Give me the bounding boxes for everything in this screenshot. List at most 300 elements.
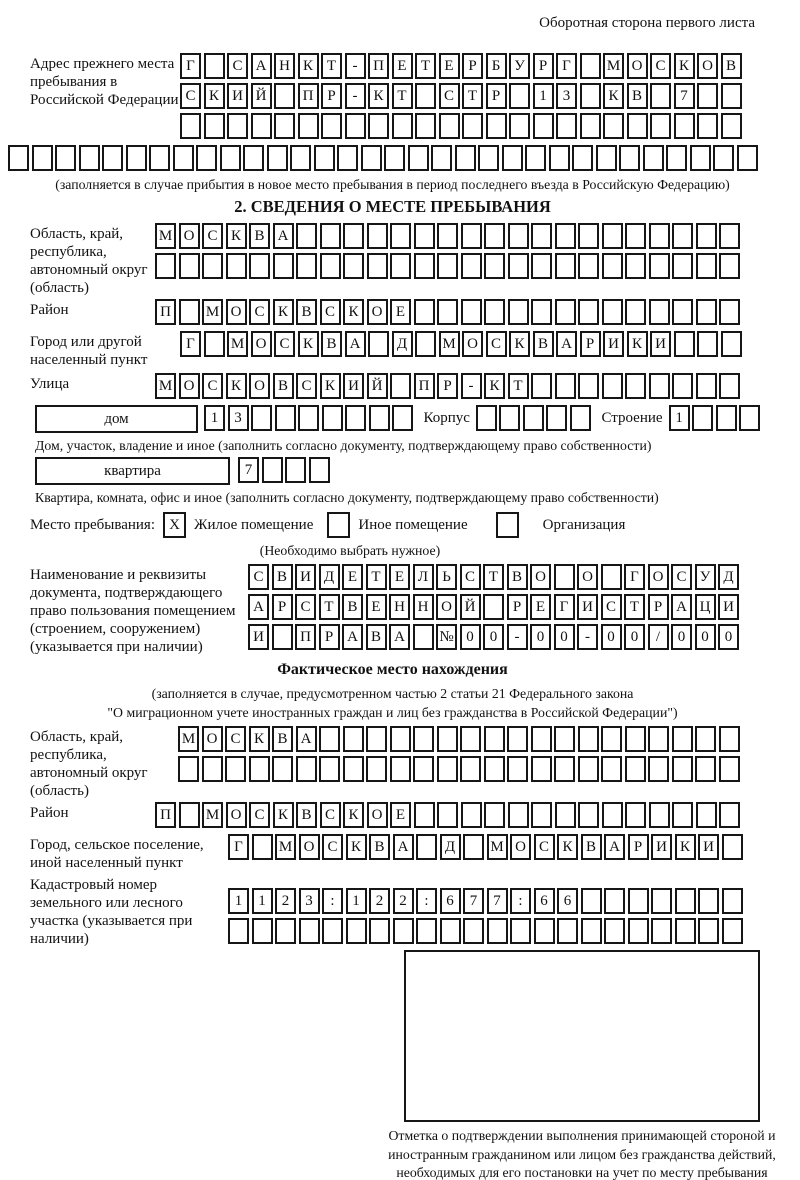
char-cell[interactable] <box>368 331 389 357</box>
char-cell[interactable]: 1 <box>204 405 225 431</box>
char-cell[interactable]: К <box>298 331 319 357</box>
char-cell[interactable]: : <box>510 888 531 914</box>
char-cell[interactable]: Р <box>533 53 554 79</box>
char-cell[interactable]: С <box>248 564 269 590</box>
char-cell[interactable] <box>346 918 367 944</box>
char-cell[interactable]: 1 <box>533 83 554 109</box>
char-cell[interactable]: С <box>486 331 507 357</box>
char-cell[interactable]: О <box>697 53 718 79</box>
char-cell[interactable]: М <box>487 834 508 860</box>
char-cell[interactable]: В <box>533 331 554 357</box>
char-cell[interactable]: К <box>273 802 294 828</box>
char-cell[interactable] <box>602 802 623 828</box>
char-cell[interactable] <box>672 726 693 752</box>
char-cell[interactable]: П <box>368 53 389 79</box>
char-cell[interactable]: Т <box>483 564 504 590</box>
char-cell[interactable] <box>414 223 435 249</box>
char-cell[interactable] <box>649 802 670 828</box>
char-cell[interactable]: 6 <box>557 888 578 914</box>
char-cell[interactable] <box>570 405 591 431</box>
char-cell[interactable]: С <box>225 726 246 752</box>
char-cell[interactable]: К <box>484 373 505 399</box>
char-cell[interactable] <box>390 373 411 399</box>
char-cell[interactable]: О <box>299 834 320 860</box>
char-cell[interactable] <box>507 756 528 782</box>
char-cell[interactable] <box>625 756 646 782</box>
char-cell[interactable]: К <box>346 834 367 860</box>
char-cell[interactable] <box>384 145 405 171</box>
char-cell[interactable]: А <box>273 223 294 249</box>
char-cell[interactable]: - <box>577 624 598 650</box>
char-cell[interactable]: Ц <box>695 594 716 620</box>
char-cell[interactable] <box>578 253 599 279</box>
char-cell[interactable] <box>603 113 624 139</box>
char-cell[interactable] <box>478 145 499 171</box>
char-cell[interactable] <box>692 405 713 431</box>
char-cell[interactable]: О <box>367 802 388 828</box>
char-cell[interactable] <box>651 918 672 944</box>
char-cell[interactable] <box>722 834 743 860</box>
char-cell[interactable] <box>455 145 476 171</box>
char-cell[interactable]: В <box>369 834 390 860</box>
char-cell[interactable] <box>487 918 508 944</box>
char-cell[interactable]: - <box>461 373 482 399</box>
char-cell[interactable] <box>531 726 552 752</box>
char-cell[interactable]: / <box>648 624 669 650</box>
char-cell[interactable] <box>649 373 670 399</box>
char-cell[interactable] <box>461 802 482 828</box>
char-cell[interactable]: О <box>510 834 531 860</box>
char-cell[interactable] <box>102 145 123 171</box>
char-cell[interactable] <box>484 756 505 782</box>
char-cell[interactable] <box>369 405 390 431</box>
char-cell[interactable]: И <box>651 834 672 860</box>
char-cell[interactable] <box>267 145 288 171</box>
char-cell[interactable] <box>737 145 758 171</box>
char-cell[interactable]: О <box>627 53 648 79</box>
char-cell[interactable]: 0 <box>460 624 481 650</box>
char-cell[interactable] <box>390 756 411 782</box>
char-cell[interactable] <box>225 756 246 782</box>
char-cell[interactable] <box>251 113 272 139</box>
char-cell[interactable]: Г <box>180 331 201 357</box>
char-cell[interactable]: 1 <box>346 888 367 914</box>
char-cell[interactable]: Й <box>251 83 272 109</box>
char-cell[interactable]: Р <box>321 83 342 109</box>
char-cell[interactable]: К <box>298 53 319 79</box>
char-cell[interactable] <box>650 83 671 109</box>
char-cell[interactable] <box>625 253 646 279</box>
char-cell[interactable]: О <box>226 299 247 325</box>
char-cell[interactable]: 2 <box>369 888 390 914</box>
char-cell[interactable]: Д <box>319 564 340 590</box>
char-cell[interactable]: М <box>202 299 223 325</box>
char-cell[interactable] <box>285 457 306 483</box>
char-cell[interactable]: 3 <box>299 888 320 914</box>
char-cell[interactable]: И <box>650 331 671 357</box>
char-cell[interactable]: Р <box>507 594 528 620</box>
char-cell[interactable] <box>226 253 247 279</box>
char-cell[interactable] <box>602 299 623 325</box>
char-cell[interactable]: В <box>272 726 293 752</box>
char-cell[interactable] <box>697 83 718 109</box>
char-cell[interactable]: О <box>530 564 551 590</box>
char-cell[interactable]: Р <box>319 624 340 650</box>
char-cell[interactable] <box>507 726 528 752</box>
char-cell[interactable]: Р <box>648 594 669 620</box>
char-cell[interactable] <box>484 253 505 279</box>
char-cell[interactable] <box>299 918 320 944</box>
char-cell[interactable] <box>298 113 319 139</box>
char-cell[interactable] <box>719 223 740 249</box>
char-cell[interactable]: О <box>249 373 270 399</box>
char-cell[interactable] <box>476 405 497 431</box>
char-cell[interactable] <box>275 918 296 944</box>
char-cell[interactable] <box>674 113 695 139</box>
char-cell[interactable] <box>580 53 601 79</box>
char-cell[interactable]: К <box>674 53 695 79</box>
char-cell[interactable]: 7 <box>463 888 484 914</box>
char-cell[interactable] <box>555 299 576 325</box>
char-cell[interactable] <box>437 756 458 782</box>
char-cell[interactable]: Н <box>274 53 295 79</box>
char-cell[interactable]: А <box>248 594 269 620</box>
char-cell[interactable]: В <box>296 299 317 325</box>
char-cell[interactable] <box>572 145 593 171</box>
char-cell[interactable] <box>249 253 270 279</box>
char-cell[interactable]: О <box>462 331 483 357</box>
char-cell[interactable] <box>739 405 760 431</box>
char-cell[interactable] <box>202 756 223 782</box>
char-cell[interactable]: М <box>227 331 248 357</box>
char-cell[interactable]: 0 <box>554 624 575 650</box>
char-cell[interactable] <box>437 802 458 828</box>
char-cell[interactable] <box>602 223 623 249</box>
char-cell[interactable] <box>415 113 436 139</box>
char-cell[interactable]: К <box>273 299 294 325</box>
char-cell[interactable] <box>651 888 672 914</box>
char-cell[interactable]: Е <box>530 594 551 620</box>
char-cell[interactable] <box>249 756 270 782</box>
char-cell[interactable] <box>648 726 669 752</box>
char-cell[interactable]: : <box>416 888 437 914</box>
char-cell[interactable]: И <box>248 624 269 650</box>
char-cell[interactable] <box>437 726 458 752</box>
char-cell[interactable] <box>601 726 622 752</box>
char-cell[interactable] <box>337 145 358 171</box>
char-cell[interactable] <box>390 223 411 249</box>
char-cell[interactable]: К <box>249 726 270 752</box>
char-cell[interactable]: Е <box>439 53 460 79</box>
char-cell[interactable] <box>531 223 552 249</box>
char-cell[interactable]: В <box>581 834 602 860</box>
char-cell[interactable] <box>437 299 458 325</box>
char-cell[interactable]: С <box>601 594 622 620</box>
char-cell[interactable] <box>601 756 622 782</box>
char-cell[interactable]: Р <box>486 83 507 109</box>
char-cell[interactable] <box>578 802 599 828</box>
char-cell[interactable]: 3 <box>556 83 577 109</box>
char-cell[interactable] <box>368 113 389 139</box>
char-cell[interactable]: : <box>322 888 343 914</box>
char-cell[interactable] <box>322 405 343 431</box>
char-cell[interactable] <box>484 223 505 249</box>
char-cell[interactable] <box>508 802 529 828</box>
char-cell[interactable] <box>343 223 364 249</box>
char-cell[interactable]: 0 <box>601 624 622 650</box>
char-cell[interactable] <box>649 253 670 279</box>
char-cell[interactable]: С <box>202 223 223 249</box>
char-cell[interactable]: 0 <box>483 624 504 650</box>
char-cell[interactable]: А <box>251 53 272 79</box>
char-cell[interactable]: 0 <box>671 624 692 650</box>
char-cell[interactable] <box>390 253 411 279</box>
char-cell[interactable]: А <box>345 331 366 357</box>
char-cell[interactable]: № <box>436 624 457 650</box>
char-cell[interactable] <box>531 802 552 828</box>
char-cell[interactable] <box>366 756 387 782</box>
char-cell[interactable] <box>555 802 576 828</box>
char-cell[interactable]: С <box>227 53 248 79</box>
char-cell[interactable] <box>580 83 601 109</box>
char-cell[interactable] <box>179 802 200 828</box>
char-cell[interactable] <box>431 145 452 171</box>
char-cell[interactable]: Р <box>580 331 601 357</box>
char-cell[interactable] <box>578 726 599 752</box>
char-cell[interactable] <box>578 373 599 399</box>
char-cell[interactable] <box>366 726 387 752</box>
char-cell[interactable]: Г <box>624 564 645 590</box>
char-cell[interactable] <box>462 113 483 139</box>
char-cell[interactable]: А <box>389 624 410 650</box>
char-cell[interactable]: М <box>603 53 624 79</box>
char-cell[interactable] <box>322 918 343 944</box>
char-cell[interactable] <box>625 802 646 828</box>
char-cell[interactable] <box>414 253 435 279</box>
char-cell[interactable] <box>179 299 200 325</box>
char-cell[interactable] <box>721 331 742 357</box>
char-cell[interactable] <box>554 756 575 782</box>
char-cell[interactable] <box>627 113 648 139</box>
char-cell[interactable]: 0 <box>530 624 551 650</box>
char-cell[interactable] <box>719 299 740 325</box>
char-cell[interactable] <box>413 756 434 782</box>
char-cell[interactable]: Е <box>390 802 411 828</box>
char-cell[interactable] <box>415 331 436 357</box>
char-cell[interactable] <box>525 145 546 171</box>
char-cell[interactable] <box>367 253 388 279</box>
char-cell[interactable]: А <box>604 834 625 860</box>
char-cell[interactable]: У <box>695 564 716 590</box>
char-cell[interactable] <box>649 223 670 249</box>
char-cell[interactable]: 0 <box>695 624 716 650</box>
char-cell[interactable] <box>296 223 317 249</box>
char-cell[interactable]: О <box>226 802 247 828</box>
char-cell[interactable] <box>628 888 649 914</box>
char-cell[interactable]: К <box>557 834 578 860</box>
char-cell[interactable] <box>649 299 670 325</box>
char-cell[interactable] <box>596 145 617 171</box>
char-cell[interactable]: М <box>275 834 296 860</box>
char-cell[interactable]: С <box>296 373 317 399</box>
char-cell[interactable]: П <box>295 624 316 650</box>
char-cell[interactable] <box>314 145 335 171</box>
char-cell[interactable]: 3 <box>228 405 249 431</box>
char-cell[interactable] <box>719 756 740 782</box>
char-cell[interactable]: О <box>367 299 388 325</box>
char-cell[interactable] <box>675 918 696 944</box>
char-cell[interactable]: У <box>509 53 530 79</box>
char-cell[interactable] <box>557 918 578 944</box>
char-cell[interactable] <box>319 756 340 782</box>
char-cell[interactable]: К <box>603 83 624 109</box>
char-cell[interactable]: О <box>251 331 272 357</box>
char-cell[interactable] <box>437 253 458 279</box>
char-cell[interactable] <box>696 299 717 325</box>
char-cell[interactable] <box>555 223 576 249</box>
char-cell[interactable]: Н <box>413 594 434 620</box>
char-cell[interactable]: А <box>296 726 317 752</box>
char-cell[interactable] <box>415 83 436 109</box>
checkbox-organization[interactable] <box>496 512 519 538</box>
char-cell[interactable] <box>463 834 484 860</box>
char-cell[interactable] <box>696 253 717 279</box>
char-cell[interactable]: М <box>202 802 223 828</box>
char-cell[interactable]: 2 <box>393 888 414 914</box>
char-cell[interactable] <box>502 145 523 171</box>
char-cell[interactable]: С <box>671 564 692 590</box>
char-cell[interactable] <box>393 918 414 944</box>
char-cell[interactable]: Р <box>462 53 483 79</box>
char-cell[interactable] <box>581 918 602 944</box>
char-cell[interactable] <box>601 564 622 590</box>
char-cell[interactable] <box>361 145 382 171</box>
char-cell[interactable]: С <box>650 53 671 79</box>
char-cell[interactable]: И <box>698 834 719 860</box>
char-cell[interactable]: - <box>345 53 366 79</box>
char-cell[interactable]: Д <box>440 834 461 860</box>
char-cell[interactable] <box>196 145 217 171</box>
char-cell[interactable] <box>643 145 664 171</box>
char-cell[interactable] <box>439 113 460 139</box>
char-cell[interactable] <box>243 145 264 171</box>
char-cell[interactable] <box>698 888 719 914</box>
char-cell[interactable] <box>272 756 293 782</box>
char-cell[interactable] <box>628 918 649 944</box>
char-cell[interactable]: Н <box>389 594 410 620</box>
char-cell[interactable] <box>461 223 482 249</box>
char-cell[interactable]: А <box>393 834 414 860</box>
char-cell[interactable] <box>369 918 390 944</box>
char-cell[interactable]: 2 <box>275 888 296 914</box>
char-cell[interactable] <box>486 113 507 139</box>
char-cell[interactable]: В <box>296 802 317 828</box>
char-cell[interactable] <box>416 834 437 860</box>
char-cell[interactable] <box>343 756 364 782</box>
char-cell[interactable]: В <box>273 373 294 399</box>
char-cell[interactable] <box>523 405 544 431</box>
char-cell[interactable] <box>319 726 340 752</box>
char-cell[interactable] <box>554 726 575 752</box>
char-cell[interactable] <box>179 253 200 279</box>
char-cell[interactable]: 1 <box>228 888 249 914</box>
char-cell[interactable] <box>690 145 711 171</box>
char-cell[interactable] <box>484 299 505 325</box>
char-cell[interactable]: В <box>272 564 293 590</box>
char-cell[interactable]: И <box>577 594 598 620</box>
char-cell[interactable]: 6 <box>534 888 555 914</box>
char-cell[interactable]: Е <box>389 564 410 590</box>
char-cell[interactable] <box>149 145 170 171</box>
char-cell[interactable] <box>721 113 742 139</box>
char-cell[interactable] <box>604 888 625 914</box>
char-cell[interactable] <box>719 253 740 279</box>
char-cell[interactable] <box>556 113 577 139</box>
char-cell[interactable]: С <box>249 299 270 325</box>
char-cell[interactable] <box>440 918 461 944</box>
char-cell[interactable] <box>461 253 482 279</box>
char-cell[interactable] <box>345 405 366 431</box>
char-cell[interactable]: С <box>202 373 223 399</box>
char-cell[interactable]: Л <box>413 564 434 590</box>
char-cell[interactable] <box>675 888 696 914</box>
char-cell[interactable] <box>274 113 295 139</box>
char-cell[interactable]: К <box>226 223 247 249</box>
char-cell[interactable]: Й <box>367 373 388 399</box>
char-cell[interactable]: К <box>320 373 341 399</box>
char-cell[interactable]: О <box>179 373 200 399</box>
char-cell[interactable] <box>719 373 740 399</box>
char-cell[interactable]: 1 <box>669 405 690 431</box>
char-cell[interactable] <box>228 918 249 944</box>
char-cell[interactable]: - <box>345 83 366 109</box>
char-cell[interactable] <box>625 223 646 249</box>
char-cell[interactable]: 1 <box>252 888 273 914</box>
char-cell[interactable]: Г <box>180 53 201 79</box>
char-cell[interactable]: С <box>249 802 270 828</box>
char-cell[interactable]: И <box>227 83 248 109</box>
char-cell[interactable] <box>509 113 530 139</box>
char-cell[interactable]: Р <box>272 594 293 620</box>
char-cell[interactable] <box>390 726 411 752</box>
char-cell[interactable] <box>309 457 330 483</box>
char-cell[interactable] <box>252 918 273 944</box>
char-cell[interactable] <box>414 802 435 828</box>
char-cell[interactable] <box>672 373 693 399</box>
char-cell[interactable] <box>272 624 293 650</box>
char-cell[interactable] <box>602 253 623 279</box>
char-cell[interactable] <box>220 145 241 171</box>
char-cell[interactable]: Г <box>554 594 575 620</box>
char-cell[interactable] <box>508 223 529 249</box>
char-cell[interactable] <box>463 918 484 944</box>
char-cell[interactable]: К <box>368 83 389 109</box>
char-cell[interactable]: К <box>226 373 247 399</box>
char-cell[interactable] <box>437 223 458 249</box>
char-cell[interactable] <box>625 299 646 325</box>
char-cell[interactable] <box>345 113 366 139</box>
char-cell[interactable] <box>274 83 295 109</box>
char-cell[interactable] <box>721 83 742 109</box>
char-cell[interactable] <box>549 145 570 171</box>
char-cell[interactable] <box>296 253 317 279</box>
char-cell[interactable]: Е <box>342 564 363 590</box>
char-cell[interactable] <box>343 726 364 752</box>
char-cell[interactable] <box>696 223 717 249</box>
char-cell[interactable] <box>320 223 341 249</box>
char-cell[interactable] <box>227 113 248 139</box>
char-cell[interactable]: И <box>295 564 316 590</box>
